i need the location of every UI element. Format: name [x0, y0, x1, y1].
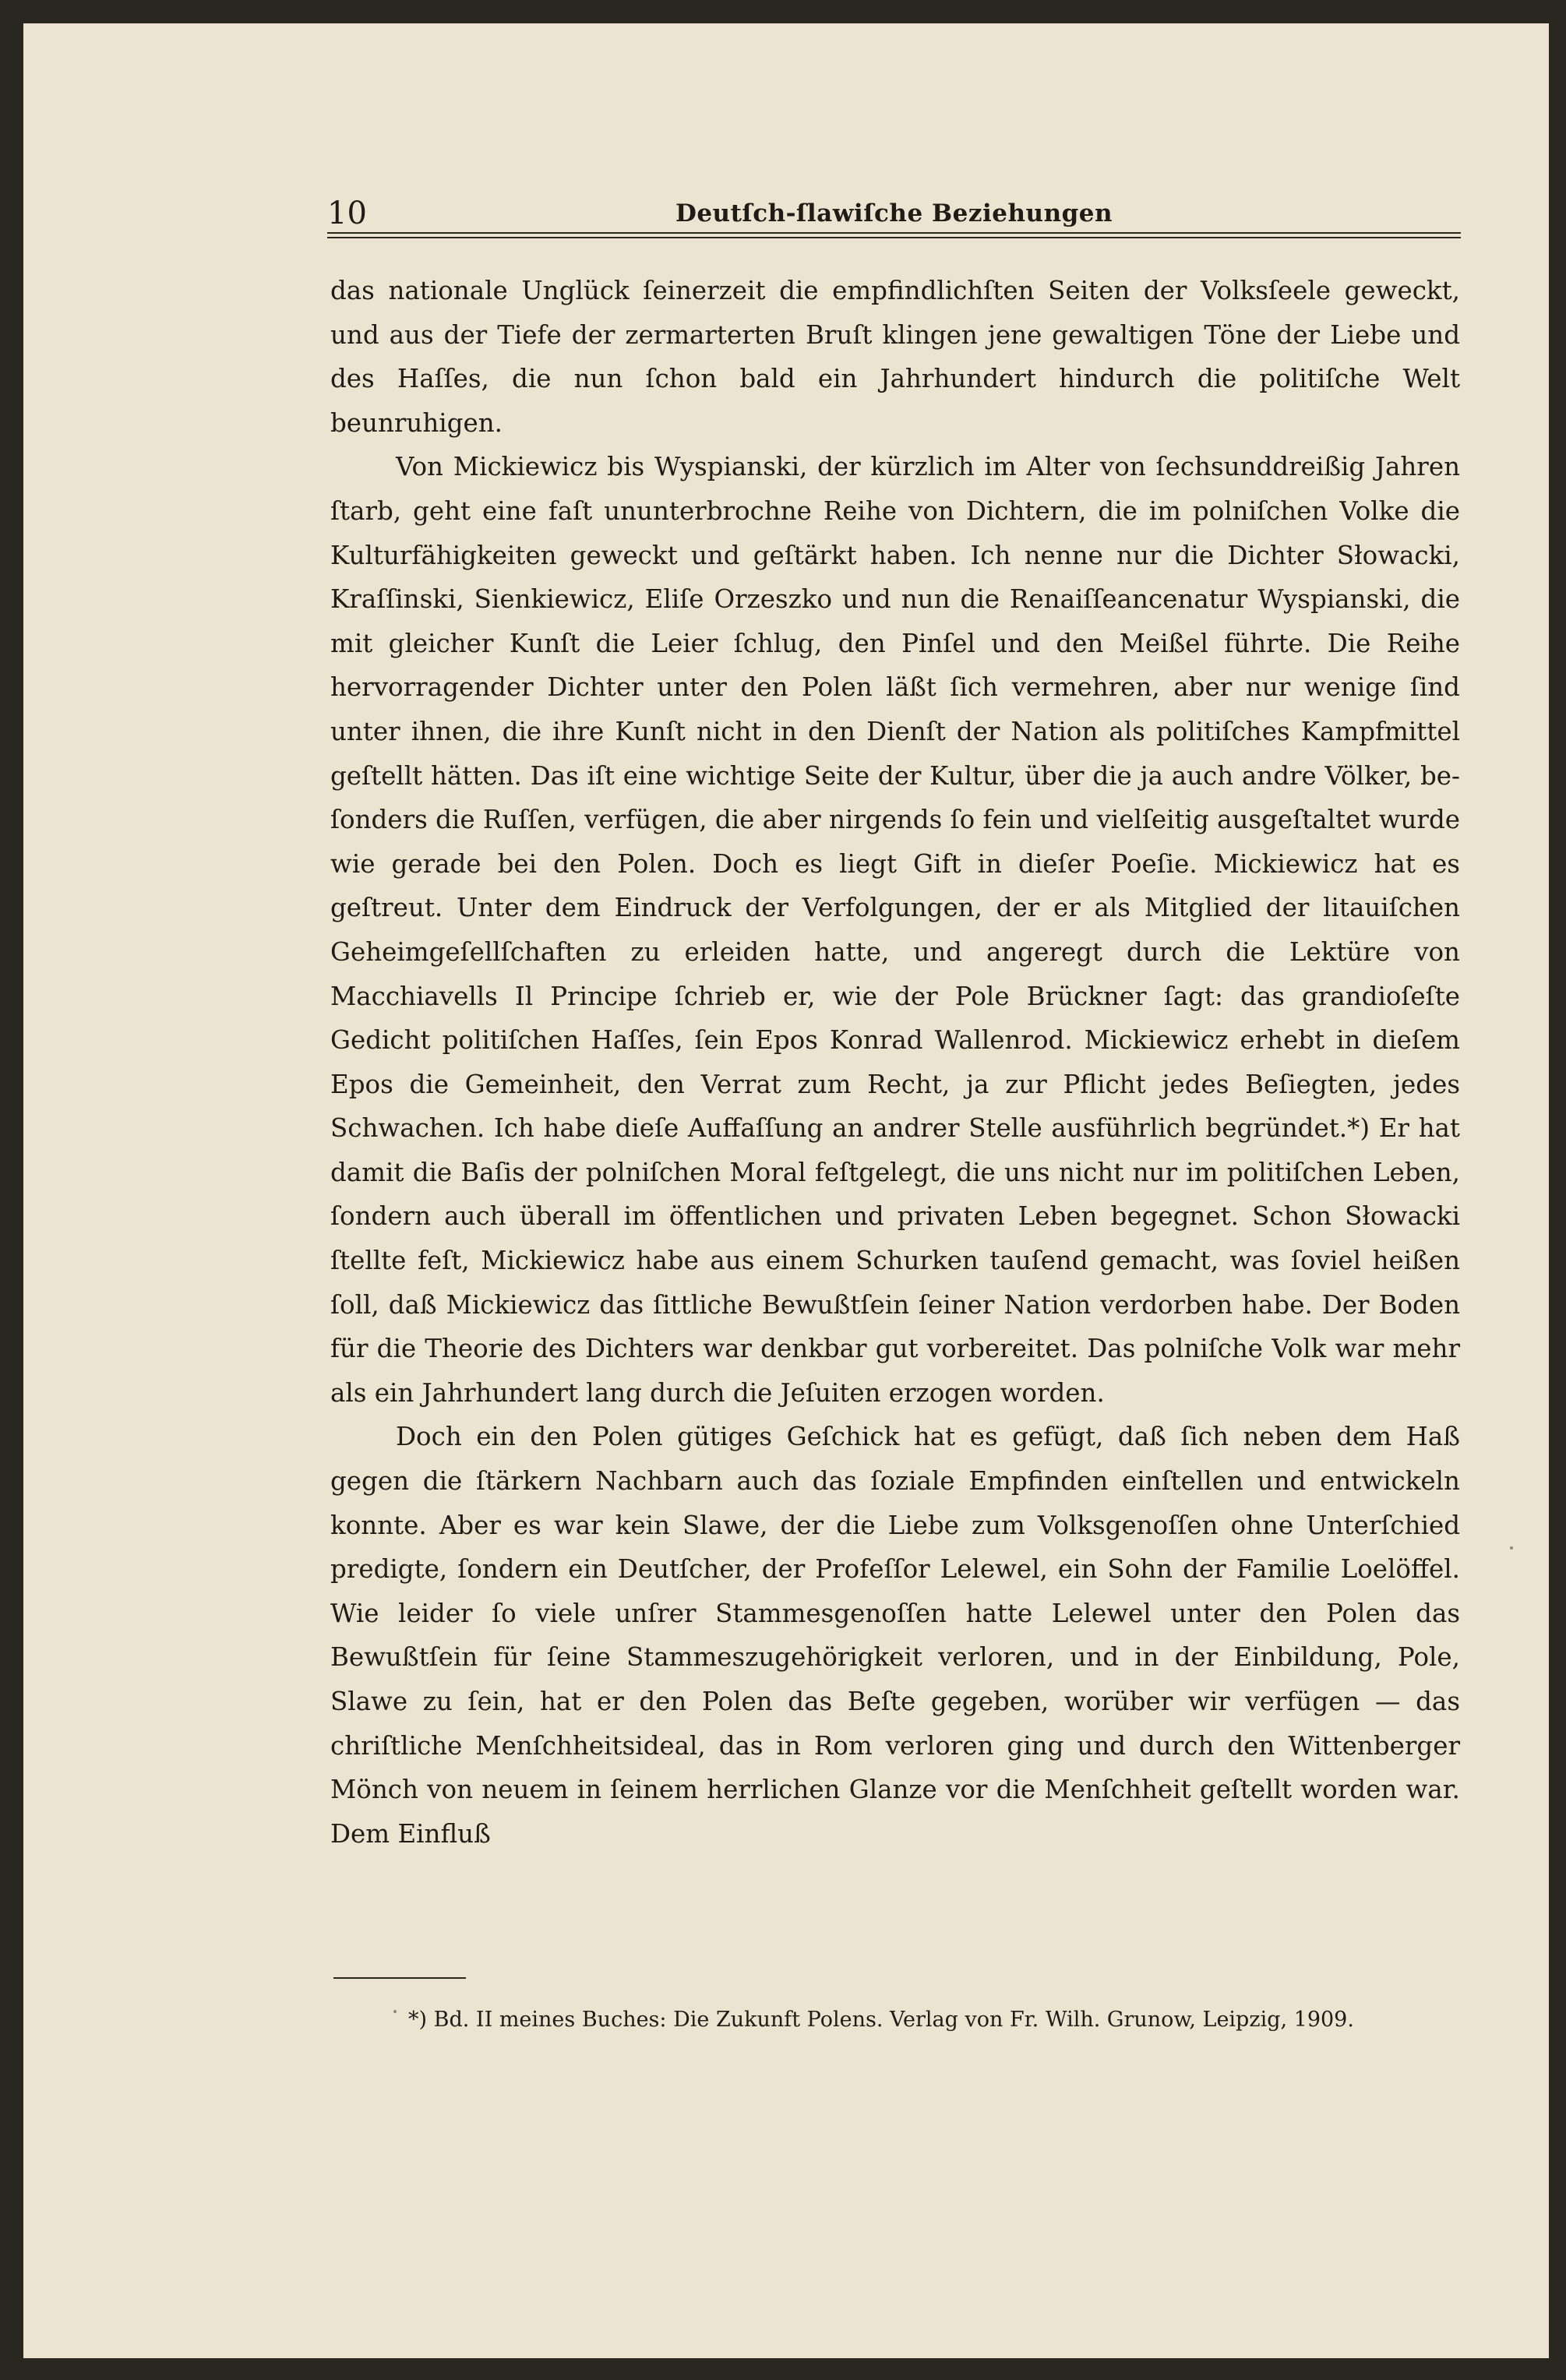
- page-number: 10: [327, 196, 367, 231]
- scan-speck: [393, 2010, 397, 2013]
- scan-border-left: [0, 0, 23, 2380]
- header-rule-top: [327, 232, 1461, 234]
- scan-border-bottom: [0, 2358, 1566, 2380]
- paragraph: Von Mickiewicz bis Wyspianski, der kürzlich im Alter von ſechsunddreißig Jahren ſtarb, geht eine faſt ununterbrochne Reihe von Dichtern, die im polniſchen Volke die Kulturfähigkeiten geweckt und geſtärkt haben. Ich nenne nur die Dichter Słowacki, Kraſſinski, Sienkiewicz, Eliſe Orzeszko und nun die Renaiſſeancenatur Wyspianski, die mit gleicher Kunſt die Leier ſchlug, den Pinſel und den Meißel führte. Die Reihe hervorragender Dichter unter den Polen läßt ſich vermehren, aber nur wenige ſind unter ihnen, die ihre Kunſt nicht in den Dienſt der Nation als politiſches Kampfmittel geſtellt hätten. Das iſt eine wichtige Seite der Kultur, über die ja auch andre Völker, beſonders die Ruſſen, verfügen, die aber nirgends ſo fein und vielſeitig ausgeſtaltet wurde wie gerade bei den Polen. Doch es liegt Gift in dieſer Poeſie. Mickiewicz hat es geſtreut. Unter dem Eindruck der Verfolgungen, der er als Mitglied der litauiſchen Geheimgeſellſchaften zu erleiden hatte, und angeregt durch die Lektüre von Macchiavells Il Principe ſchrieb er, wie der Pole Brückner ſagt: das grandioſeſte Gedicht politiſchen Haſſes, ſein Epos Konrad Wallenrod. Mickiewicz erhebt in dieſem Epos die Gemeinheit, den Verrat zum Recht, ja zur Pflicht jedes Beſiegten, jedes Schwachen. Ich habe dieſe Auffaſſung an andrer Stelle ausführlich begründet.*) Er hat damit die Baſis der polniſchen Moral feſtgelegt, die uns nicht nur im politiſchen Leben, ſondern auch überall im öffentlichen und privaten Leben begegnet. Schon Słowacki ſtellte feſt, Mickiewicz habe aus einem Schurken tauſend gemacht, was ſoviel heißen ſoll, daß Mickiewicz das ſittliche Bewußtſein ſeiner Nation verdorben habe. Der Boden für die Theorie des Dichters war denkbar gut vorbereitet. Das polniſche Volk war mehr als ein Jahrhundert lang durch die Jeſuiten erzogen worden.: [330, 452, 1460, 1408]
- running-title: Deutſch-ſlawiſche Beziehungen: [675, 199, 1113, 227]
- paragraph: Doch ein den Polen gütiges Geſchick hat es gefügt, daß ſich neben dem Haß gegen die ſtärkern Nachbarn auch das ſoziale Empfinden einſtellen und entwickeln konnte. Aber es war kein Slawe, der die Liebe zum Volksgenoſſen ohne Unterſchied predigte, ſondern ein Deutſcher, der Profeſſor Lelewel, ein Sohn der Familie Loelöffel. Wie leider ſo viele unſrer Stammesgenoſſen hatte Lelewel unter den Polen das Bewußtſein für ſeine Stammeszugehörigkeit verloren, und in der Einbildung, Pole, Slawe zu ſein, hat er den Polen das Beſte gegeben, worüber wir verfügen — das chriſtliche Menſchheitsideal, das in Rom verloren ging und durch den Wittenberger Mönch von neuem in ſeinem herrlichen Glanze vor die Menſchheit geſtellt worden war. Dem Einfluß: [330, 1422, 1460, 1849]
- scan-border-top: [0, 0, 1566, 23]
- footnote: *) Bd. II meines Buches: Die Zukunft Polens. Verlag von Fr. Wilh. Grunow, Leipzig, 1909.: [408, 2008, 1354, 2032]
- paragraph: das nationale Unglück ſeinerzeit die empfindlichſten Seiten der Volksſeele geweckt, und aus der Tiefe der zermarterten Bruſt klingen jene gewaltigen Töne der Liebe und des Haſſes, die nun ſchon bald ein Jahrhundert hindurch die politiſche Welt beunruhigen.: [330, 276, 1460, 438]
- page-header: [327, 193, 1461, 234]
- scan-border-right: [1549, 0, 1566, 2380]
- header-rule-bottom: [327, 237, 1461, 238]
- body-text: [330, 269, 1460, 1856]
- scan-speck: [1510, 1546, 1513, 1550]
- footnote-separator: [333, 1977, 466, 1979]
